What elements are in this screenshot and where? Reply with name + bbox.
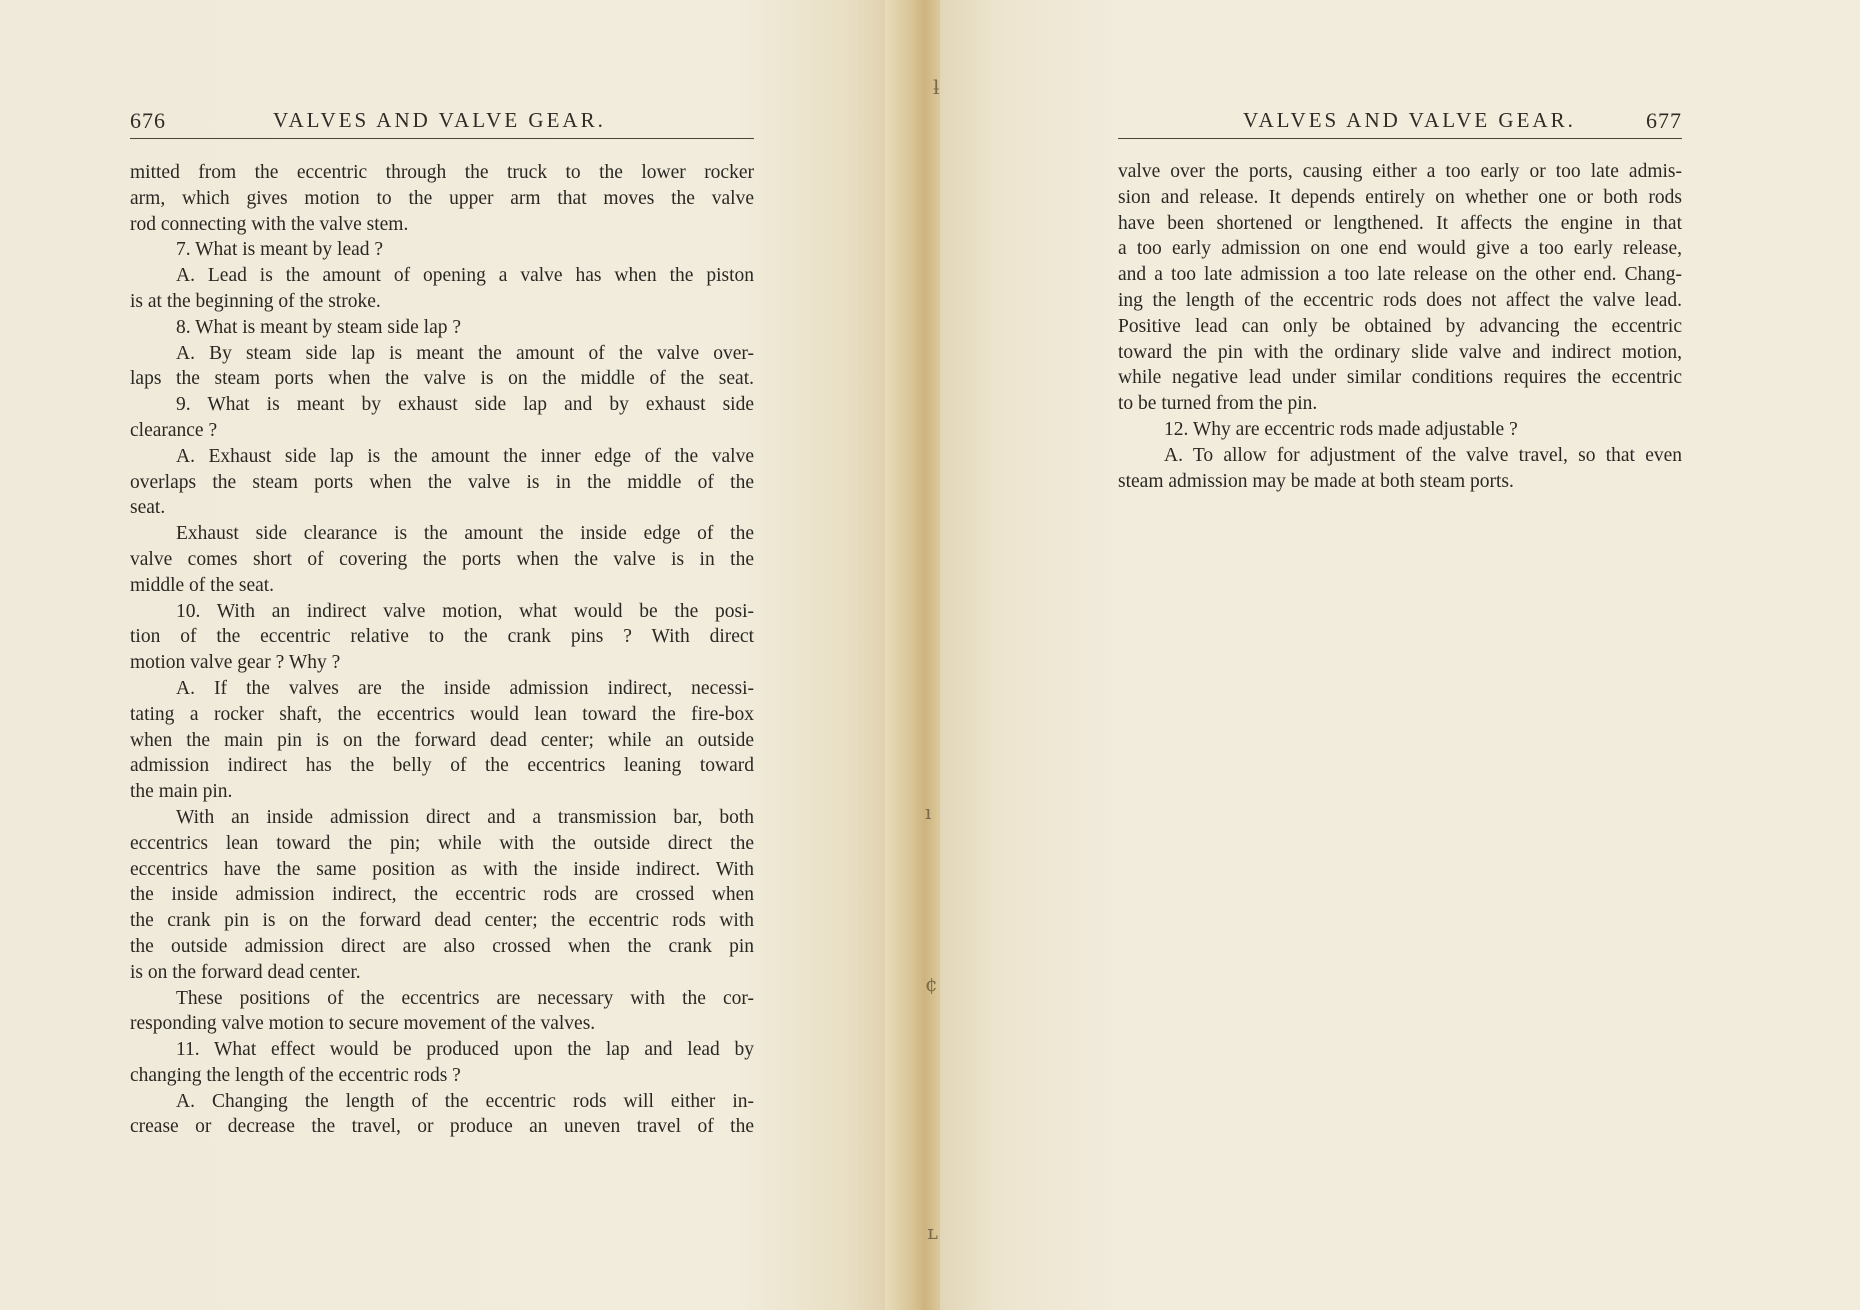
gutter-mark: ¢ bbox=[925, 972, 938, 996]
text-line: A. By steam side lap is meant the amount of the valve over- bbox=[176, 342, 754, 364]
text-line: A. Exhaust side lap is the amount the inner edge of the valve bbox=[176, 445, 754, 467]
text-line: toward the pin with the ordinary slide valve and indirect motion, bbox=[1118, 341, 1682, 363]
right-page-number: 677 bbox=[1646, 108, 1682, 133]
text-line: have been shortened or lengthened. It affects the engine in that bbox=[1118, 212, 1682, 234]
text-line: responding valve motion to secure movement of the valves. bbox=[130, 1013, 596, 1035]
text-line: tion of the eccentric relative to the crank pins ? With direct bbox=[130, 626, 754, 648]
left-running-head: VALVES AND VALVE GEAR. bbox=[273, 108, 606, 132]
left-page-header bbox=[130, 108, 754, 139]
text-line: eccentrics lean toward the pin; while with the outside direct the bbox=[130, 832, 754, 854]
text-line: laps the steam ports when the valve is on the middle of the seat. bbox=[130, 368, 754, 390]
text-line: the inside admission indirect, the eccentric rods are crossed when bbox=[130, 884, 754, 906]
text-line: 7. What is meant by lead ? bbox=[176, 239, 384, 261]
gutter-mark: ı bbox=[925, 800, 932, 824]
text-line: mitted from the eccentric through the truck to the lower rocker bbox=[130, 162, 754, 183]
text-line: clearance ? bbox=[130, 419, 218, 441]
left-page-body bbox=[130, 160, 754, 1140]
text-line: admission indirect has the belly of the eccentrics leaning toward bbox=[130, 755, 754, 777]
text-line: when the main pin is on the forward dead center; while an outside bbox=[130, 729, 754, 751]
text-line: a too early admission on one end would give a too early release, bbox=[1118, 238, 1682, 260]
gutter-mark: ƚ bbox=[933, 75, 940, 99]
text-line: With an inside admission direct and a transmission bar, both bbox=[176, 806, 754, 828]
right-page-body bbox=[1118, 159, 1682, 494]
text-line: tating a rocker shaft, the eccentrics would lean toward the fire-box bbox=[130, 703, 754, 725]
left-page bbox=[0, 0, 920, 1310]
text-line: is at the beginning of the stroke. bbox=[130, 290, 381, 312]
text-line: 11. What effect would be produced upon the lap and lead by bbox=[176, 1039, 754, 1061]
text-line: A. Changing the length of the eccentric rods will either in- bbox=[176, 1090, 754, 1112]
text-line: eccentrics have the same position as with the inside indirect. With bbox=[130, 858, 754, 880]
text-line: rod connecting with the valve stem. bbox=[130, 213, 409, 235]
text-line: 12. Why are eccentric rods made adjustable ? bbox=[1164, 418, 1518, 440]
text-line: 9. What is meant by exhaust side lap and by exhaust side bbox=[176, 394, 754, 416]
text-line: valve comes short of covering the ports when the valve is in the bbox=[130, 548, 754, 570]
text-line: motion valve gear ? Why ? bbox=[130, 652, 341, 674]
text-line: changing the length of the eccentric rods ? bbox=[130, 1064, 461, 1086]
text-line: middle of the seat. bbox=[130, 574, 275, 596]
text-line: and a too late admission a too late release on the other end. Chang- bbox=[1118, 264, 1682, 286]
gutter-mark: ʟ bbox=[927, 1220, 938, 1244]
text-line: Positive lead can only be obtained by advancing the eccentric bbox=[1118, 315, 1682, 337]
text-line: crease or decrease the travel, or produce an uneven travel of the bbox=[130, 1116, 754, 1138]
text-line: the crank pin is on the forward dead center; the eccentric rods with bbox=[130, 910, 754, 932]
text-line: the outside admission direct are also crossed when the crank pin bbox=[130, 935, 754, 957]
text-line: while negative lead under similar conditions requires the eccentric bbox=[1118, 367, 1682, 389]
text-line: overlaps the steam ports when the valve is in the middle of the bbox=[130, 471, 754, 493]
text-line: ing the length of the eccentric rods does not affect the valve lead. bbox=[1118, 289, 1682, 311]
text-line: These positions of the eccentrics are necessary with the cor- bbox=[176, 987, 754, 1009]
text-line: is on the forward dead center. bbox=[130, 961, 361, 983]
text-line: sion and release. It depends entirely on whether one or both rods bbox=[1118, 186, 1682, 208]
text-line: to be turned from the pin. bbox=[1118, 393, 1318, 415]
text-line: valve over the ports, causing either a too early or too late admis- bbox=[1118, 161, 1682, 182]
text-line: A. To allow for adjustment of the valve travel, so that even bbox=[1164, 444, 1682, 466]
text-line: the main pin. bbox=[130, 781, 233, 803]
right-page-header bbox=[1118, 108, 1682, 139]
text-line: A. Lead is the amount of opening a valve has when the piston bbox=[176, 265, 754, 287]
text-line: seat. bbox=[130, 497, 166, 519]
right-page bbox=[940, 0, 1860, 1310]
text-line: steam admission may be made at both steam ports. bbox=[1118, 470, 1514, 492]
text-line: A. If the valves are the inside admission indirect, necessi- bbox=[176, 677, 754, 699]
text-line: arm, which gives motion to the upper arm that moves the valve bbox=[130, 187, 754, 209]
text-line: 8. What is meant by steam side lap ? bbox=[176, 316, 462, 338]
text-line: 10. With an indirect valve motion, what would be the posi- bbox=[176, 600, 754, 622]
text-line: Exhaust side clearance is the amount the inside edge of the bbox=[176, 523, 754, 545]
left-page-number: 676 bbox=[130, 108, 166, 133]
right-running-head: VALVES AND VALVE GEAR. bbox=[1243, 108, 1576, 132]
